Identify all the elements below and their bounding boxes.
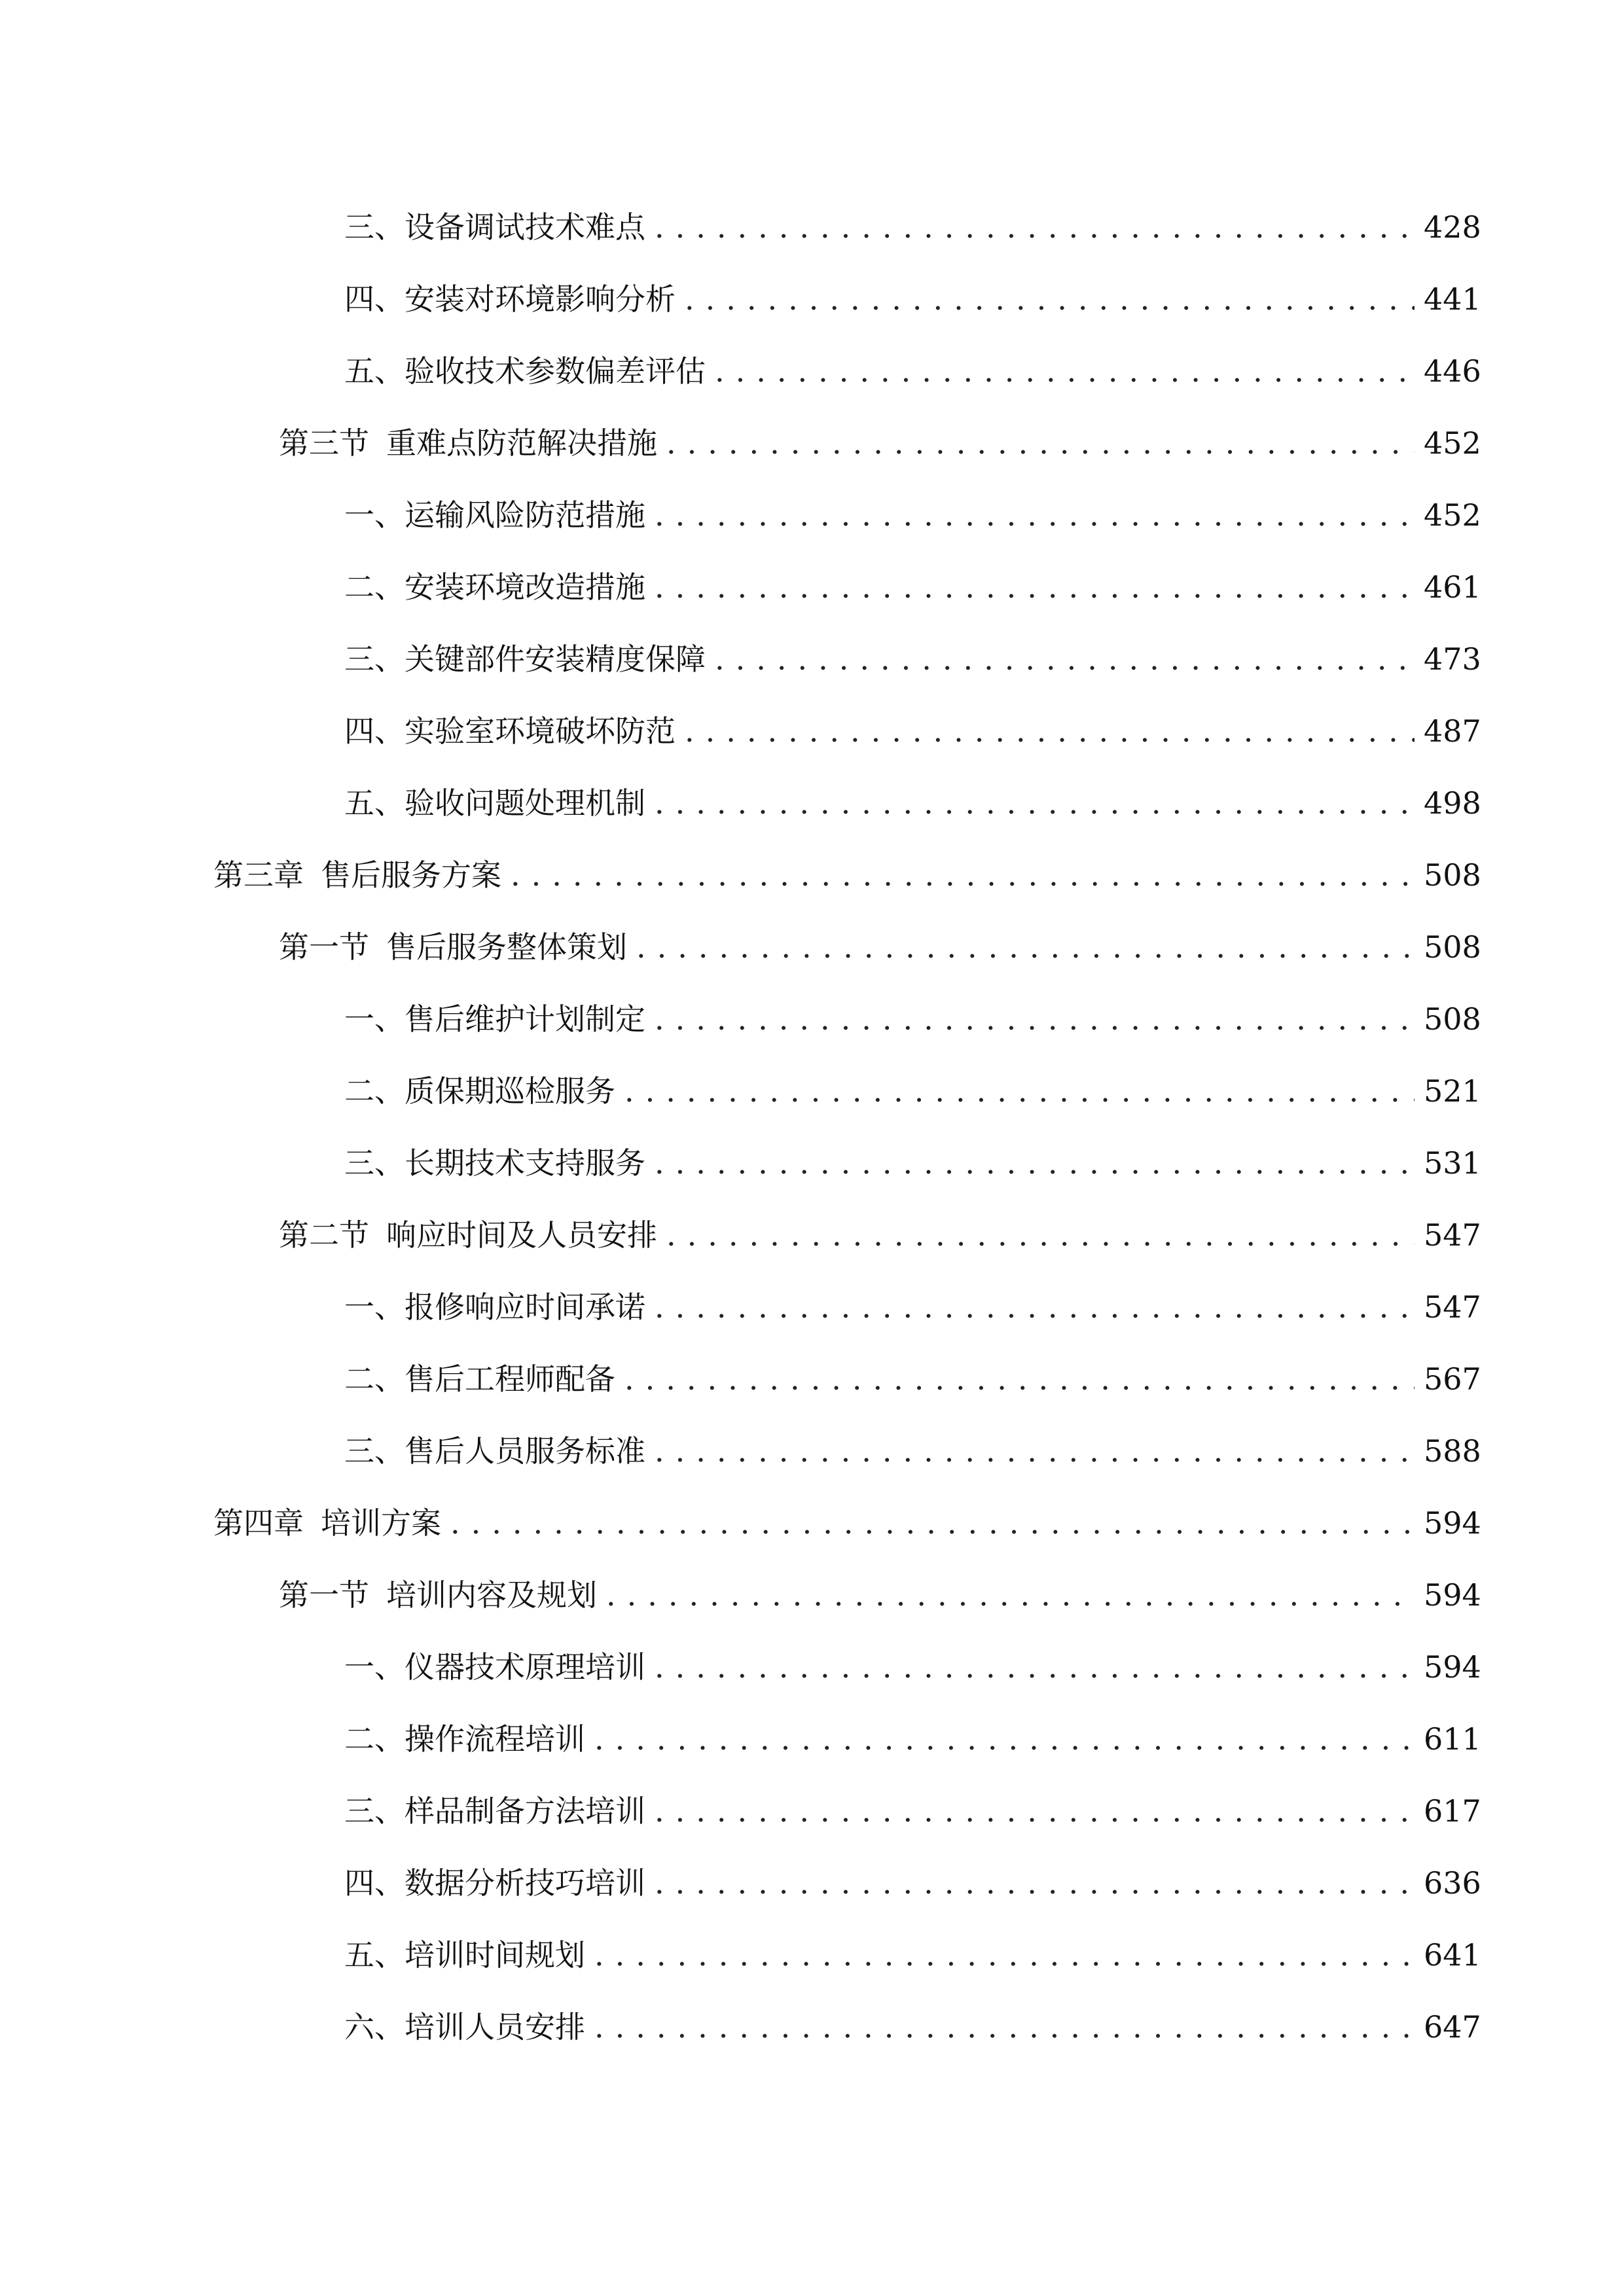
- toc-entry-line: [344, 569, 1481, 605]
- toc-entry-line: [344, 209, 1481, 245]
- toc-entry-title: 培训人员安排: [405, 2009, 585, 2045]
- toc-entry-line: [344, 353, 1481, 389]
- toc-entry[interactable]: [0, 1559, 1624, 1631]
- toc-entry[interactable]: [0, 407, 1624, 479]
- toc-entry-number: 一、: [344, 1001, 405, 1037]
- toc-entry-line: [344, 1865, 1481, 1901]
- toc-entry-title: 报修响应时间承诺: [405, 1289, 645, 1325]
- toc-entry-number: 三、: [344, 1433, 405, 1469]
- toc-entry[interactable]: [0, 983, 1624, 1055]
- toc-entry-title: 售后人员服务标准: [405, 1433, 645, 1469]
- toc-entry[interactable]: [0, 1991, 1624, 2063]
- toc-dot-leader: [655, 788, 1415, 818]
- toc-entry[interactable]: [0, 1055, 1624, 1127]
- toc-dot-leader: [594, 1724, 1415, 1754]
- toc-entry-line: [213, 857, 1481, 893]
- toc-entry-number: 四、: [344, 713, 405, 749]
- toc-entry-title: 安装环境改造措施: [405, 569, 645, 605]
- toc-dot-leader: [685, 284, 1415, 314]
- toc-entry[interactable]: [0, 479, 1624, 551]
- toc-entry-page-number: 446: [1424, 353, 1481, 389]
- toc-entry-page-number: 521: [1424, 1073, 1481, 1109]
- toc-entry[interactable]: [0, 335, 1624, 407]
- toc-entry-line: [344, 1649, 1481, 1685]
- toc-entry-line: [344, 1937, 1481, 1973]
- toc-entry-number: 二、: [344, 1721, 405, 1757]
- toc-entry-page-number: 636: [1424, 1865, 1481, 1901]
- toc-entry[interactable]: [0, 551, 1624, 623]
- toc-entry[interactable]: [0, 839, 1624, 911]
- toc-entry[interactable]: [0, 1847, 1624, 1919]
- toc-entry-line: [344, 641, 1481, 677]
- toc-entry-title: 长期技术支持服务: [405, 1145, 645, 1181]
- toc-entry[interactable]: [0, 1415, 1624, 1487]
- toc-entry-page-number: 594: [1424, 1649, 1481, 1685]
- toc-dot-leader: [655, 1796, 1415, 1826]
- toc-entry-number: 六、: [344, 2009, 405, 2045]
- toc-dot-leader: [655, 212, 1415, 242]
- toc-dot-leader: [450, 1508, 1415, 1538]
- toc-entry-title: 关键部件安装精度保障: [405, 641, 706, 677]
- toc-dot-leader: [636, 932, 1415, 962]
- toc-entry-page-number: 531: [1424, 1145, 1481, 1181]
- toc-entry-page-number: 594: [1424, 1577, 1481, 1613]
- toc-entry-title: 售后服务方案: [321, 857, 501, 893]
- toc-entry-number: 第二节: [279, 1217, 369, 1253]
- toc-entry-number: 第三节: [279, 425, 369, 461]
- toc-entry-line: [213, 1505, 1481, 1541]
- toc-entry-number: 三、: [344, 209, 405, 245]
- toc-entry-number: 三、: [344, 1145, 405, 1181]
- toc-entry[interactable]: [0, 1487, 1624, 1559]
- toc-entry-title: 重难点防范解决措施: [386, 425, 657, 461]
- toc-entry-title: 售后维护计划制定: [405, 1001, 645, 1037]
- toc-entry-line: [344, 497, 1481, 533]
- toc-dot-leader: [624, 1364, 1415, 1394]
- toc-entry-page-number: 547: [1424, 1217, 1481, 1253]
- toc-entry-page-number: 611: [1424, 1721, 1481, 1757]
- toc-dot-leader: [655, 500, 1415, 530]
- toc-entry-page-number: 594: [1424, 1505, 1481, 1541]
- toc-dot-leader: [666, 1220, 1415, 1250]
- toc-dot-leader: [685, 716, 1415, 746]
- toc-dot-leader: [655, 1652, 1415, 1682]
- toc-entry-line: [279, 425, 1481, 461]
- toc-entry-page-number: 441: [1424, 281, 1481, 317]
- toc-entry-line: [344, 1361, 1481, 1397]
- toc-entry-line: [279, 1577, 1481, 1613]
- toc-entry-line: [344, 1433, 1481, 1469]
- toc-entry-line: [279, 1217, 1481, 1253]
- toc-entry-number: 第四章: [213, 1505, 304, 1541]
- toc-entry[interactable]: [0, 911, 1624, 983]
- toc-dot-leader: [655, 1436, 1415, 1466]
- toc-entry-number: 二、: [344, 1073, 405, 1109]
- toc-entry-page-number: 452: [1424, 497, 1481, 533]
- toc-entry-line: [344, 281, 1481, 317]
- toc-entry[interactable]: [0, 1703, 1624, 1775]
- toc-entry-line: [344, 2009, 1481, 2045]
- toc-entry-title: 质保期巡检服务: [405, 1073, 615, 1109]
- toc-entry-title: 安装对环境影响分析: [405, 281, 676, 317]
- toc-dot-leader: [655, 1004, 1415, 1034]
- toc-dot-leader: [594, 2012, 1415, 2042]
- toc-entry-number: 五、: [344, 1937, 405, 1973]
- toc-entry-title: 验收技术参数偏差评估: [405, 353, 706, 389]
- toc-entry-page-number: 428: [1424, 209, 1481, 245]
- toc-dot-leader: [511, 860, 1415, 890]
- toc-entry-title: 仪器技术原理培训: [405, 1649, 645, 1685]
- toc-dot-leader: [655, 572, 1415, 602]
- toc-entry-title: 售后工程师配备: [405, 1361, 615, 1397]
- toc-entry-page-number: 588: [1424, 1433, 1481, 1469]
- toc-entry-line: [344, 713, 1481, 749]
- toc-entry-line: [344, 1721, 1481, 1757]
- toc-entry-number: 二、: [344, 1361, 405, 1397]
- toc-entry-title: 响应时间及人员安排: [386, 1217, 657, 1253]
- toc-entry-number: 第三章: [213, 857, 304, 893]
- toc-entry-page-number: 508: [1424, 857, 1481, 893]
- toc-dot-leader: [655, 1292, 1415, 1322]
- toc-entry-number: 第一节: [279, 929, 369, 965]
- toc-entry-line: [344, 1073, 1481, 1109]
- toc-entry[interactable]: [0, 767, 1624, 839]
- toc-entry-number: 四、: [344, 281, 405, 317]
- toc-entry[interactable]: [0, 1343, 1624, 1415]
- toc-entry-title: 培训方案: [321, 1505, 441, 1541]
- toc-entry-number: 第一节: [279, 1577, 369, 1613]
- toc-entry-number: 五、: [344, 785, 405, 821]
- toc-entry[interactable]: [0, 1271, 1624, 1343]
- toc-entry[interactable]: [0, 263, 1624, 335]
- toc-entry-title: 验收问题处理机制: [405, 785, 645, 821]
- toc-dot-leader: [655, 1868, 1415, 1898]
- toc-entry-page-number: 452: [1424, 425, 1481, 461]
- toc-entry[interactable]: [0, 1199, 1624, 1271]
- toc-entry-number: 三、: [344, 641, 405, 677]
- toc-dot-leader: [624, 1076, 1415, 1106]
- toc-entry-page-number: 508: [1424, 929, 1481, 965]
- toc-dot-leader: [715, 644, 1415, 674]
- toc-entry-number: 三、: [344, 1793, 405, 1829]
- toc-entry-page-number: 641: [1424, 1937, 1481, 1973]
- toc-entry-number: 一、: [344, 1289, 405, 1325]
- toc-entry-line: [344, 1289, 1481, 1325]
- toc-entry-title: 培训内容及规划: [386, 1577, 597, 1613]
- toc-dot-leader: [715, 356, 1415, 386]
- toc-entry-page-number: 473: [1424, 641, 1481, 677]
- toc-entry-title: 实验室环境破坏防范: [405, 713, 676, 749]
- toc-entry[interactable]: [0, 623, 1624, 695]
- toc-entry-number: 四、: [344, 1865, 405, 1901]
- toc-entry-page-number: 461: [1424, 569, 1481, 605]
- toc-entry-page-number: 547: [1424, 1289, 1481, 1325]
- toc-entry-number: 一、: [344, 497, 405, 533]
- toc-entry-page-number: 567: [1424, 1361, 1481, 1397]
- toc-entry-line: [344, 1145, 1481, 1181]
- toc-entry-page-number: 498: [1424, 785, 1481, 821]
- toc-entry[interactable]: [0, 1775, 1624, 1847]
- toc-entry-number: 一、: [344, 1649, 405, 1685]
- toc-entry-line: [344, 1001, 1481, 1037]
- toc-entry-title: 培训时间规划: [405, 1937, 585, 1973]
- toc-dot-leader: [666, 428, 1415, 458]
- toc-entry[interactable]: [0, 695, 1624, 767]
- toc-entry-page-number: 617: [1424, 1793, 1481, 1829]
- table-of-contents: [0, 191, 1624, 2063]
- toc-entry[interactable]: [0, 191, 1624, 263]
- toc-entry-line: [279, 929, 1481, 965]
- toc-entry-number: 二、: [344, 569, 405, 605]
- toc-entry-line: [344, 1793, 1481, 1829]
- toc-entry-line: [344, 785, 1481, 821]
- toc-entry-title: 售后服务整体策划: [386, 929, 627, 965]
- toc-entry-page-number: 647: [1424, 2009, 1481, 2045]
- toc-dot-leader: [655, 1148, 1415, 1178]
- toc-entry-number: 五、: [344, 353, 405, 389]
- toc-entry-page-number: 508: [1424, 1001, 1481, 1037]
- toc-entry-title: 操作流程培训: [405, 1721, 585, 1757]
- toc-entry-title: 数据分析技巧培训: [405, 1865, 645, 1901]
- toc-entry-page-number: 487: [1424, 713, 1481, 749]
- toc-entry-title: 样品制备方法培训: [405, 1793, 645, 1829]
- toc-entry-title: 设备调试技术难点: [405, 209, 645, 245]
- toc-dot-leader: [606, 1580, 1415, 1610]
- toc-dot-leader: [594, 1940, 1415, 1970]
- toc-entry[interactable]: [0, 1919, 1624, 1991]
- toc-entry-title: 运输风险防范措施: [405, 497, 645, 533]
- toc-entry[interactable]: [0, 1127, 1624, 1199]
- toc-entry[interactable]: [0, 1631, 1624, 1703]
